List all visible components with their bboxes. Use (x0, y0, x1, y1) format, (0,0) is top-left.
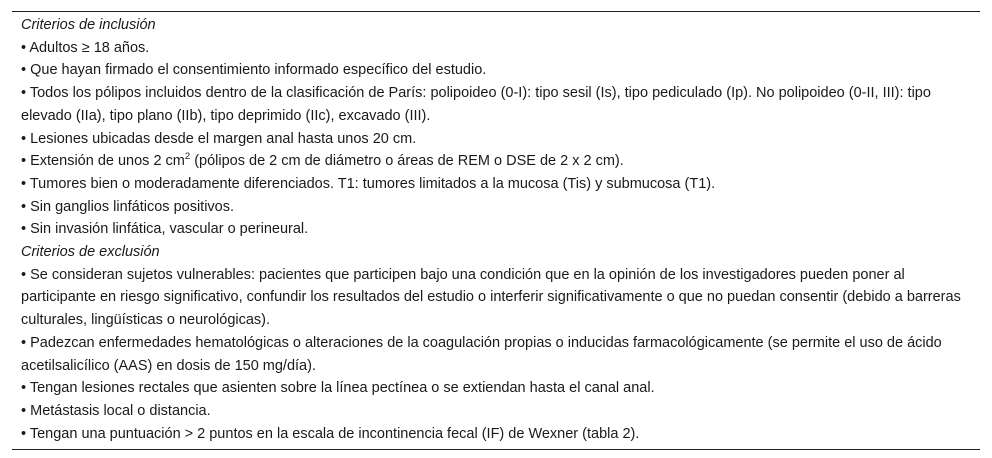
exclusion-item-text: Tengan una puntuación > 2 puntos en la escala de incontinencia fecal (IF) de Wexner (tabla 2). (29, 425, 640, 442)
exclusion-item-rectal-lesions (12, 377, 980, 400)
exclusion-item-text: Se consideran sujetos vulnerables: pacientes que participen bajo una condición que en la opinión de los investigadores pueden poner al participante en riesgo significativo, confundir los resultados del estudio o interferir significativamente o que no puedan consentir (debido a barreras culturales, lingüísticas o neurológicas). (21, 266, 961, 329)
exclusion-item-wexner (12, 423, 980, 446)
inclusion-item-paris (12, 82, 980, 127)
bullet-icon: • (21, 39, 27, 56)
inclusion-item-invasion (12, 218, 980, 241)
inclusion-item-text-before: Extensión de unos 2 cm (30, 153, 185, 170)
bullet-icon: • (21, 402, 27, 419)
inclusion-item-consent (12, 59, 980, 82)
exclusion-item-hematologic (12, 332, 980, 377)
bullet-icon: • (21, 62, 27, 79)
exclusion-item-vulnerable (12, 264, 980, 332)
inclusion-heading: Criterios de inclusión (21, 17, 156, 33)
bullet-icon: • (21, 380, 27, 397)
exclusion-item-text: Tengan lesiones rectales que asienten sobre la línea pectínea o se extiendan hasta el canal anal. (29, 380, 655, 397)
inclusion-item-text: Que hayan firmado el consentimiento informado específico del estudio. (30, 62, 487, 79)
inclusion-item-text: Sin ganglios linfáticos positivos. (30, 198, 235, 215)
bullet-icon: • (21, 198, 27, 215)
bullet-icon: • (21, 221, 27, 238)
inclusion-item-extension (12, 150, 980, 173)
inclusion-item-text: Todos los pólipos incluidos dentro de la clasificación de París: polipoideo (0-I): tipo sesil (Is), tipo pediculado (Ip). No polipoideo (0-II, III): tipo elevado (IIa), tipo plano (IIb), tipo deprimido (IIc), excavado (III). (21, 85, 931, 124)
inclusion-item-text: Sin invasión linfática, vascular o perineural. (30, 221, 309, 238)
exclusion-heading: Criterios de exclusión (21, 244, 160, 261)
bullet-icon: • (21, 130, 27, 147)
inclusion-item-tumors (12, 173, 980, 196)
exclusion-item-text: Metástasis local o distancia. (30, 402, 211, 419)
bullet-icon: • (21, 266, 27, 283)
bullet-icon: • (21, 334, 27, 351)
inclusion-item-text-after: (pólipos de 2 cm de diámetro o áreas de REM o DSE de 2 x 2 cm). (190, 153, 624, 170)
inclusion-item-age (12, 37, 980, 60)
superscript: 2 (184, 151, 191, 163)
bullet-icon: • (21, 175, 27, 192)
bullet-icon: • (21, 85, 27, 102)
inclusion-item-ganglia (12, 196, 980, 219)
exclusion-item-text: Padezcan enfermedades hematológicas o alteraciones de la coagulación propias o inducidas farmacológicamente (se permite el uso de ácido acetilsalicílico (AAS) en dosis de 150 mg/día). (21, 334, 942, 374)
inclusion-item-text: Lesiones ubicadas desde el margen anal hasta unos 20 cm. (30, 130, 417, 147)
bullet-icon: • (21, 425, 27, 442)
criteria-table (12, 11, 980, 450)
inclusion-item-text: Tumores bien o moderadamente diferenciados. T1: tumores limitados a la mucosa (Tis) y submucosa (T1). (29, 175, 716, 192)
exclusion-item-metastasis (12, 400, 980, 423)
inclusion-item-text: Adultos ≥ 18 años. (29, 39, 150, 56)
bullet-icon: • (21, 153, 27, 170)
inclusion-item-location (12, 128, 980, 151)
